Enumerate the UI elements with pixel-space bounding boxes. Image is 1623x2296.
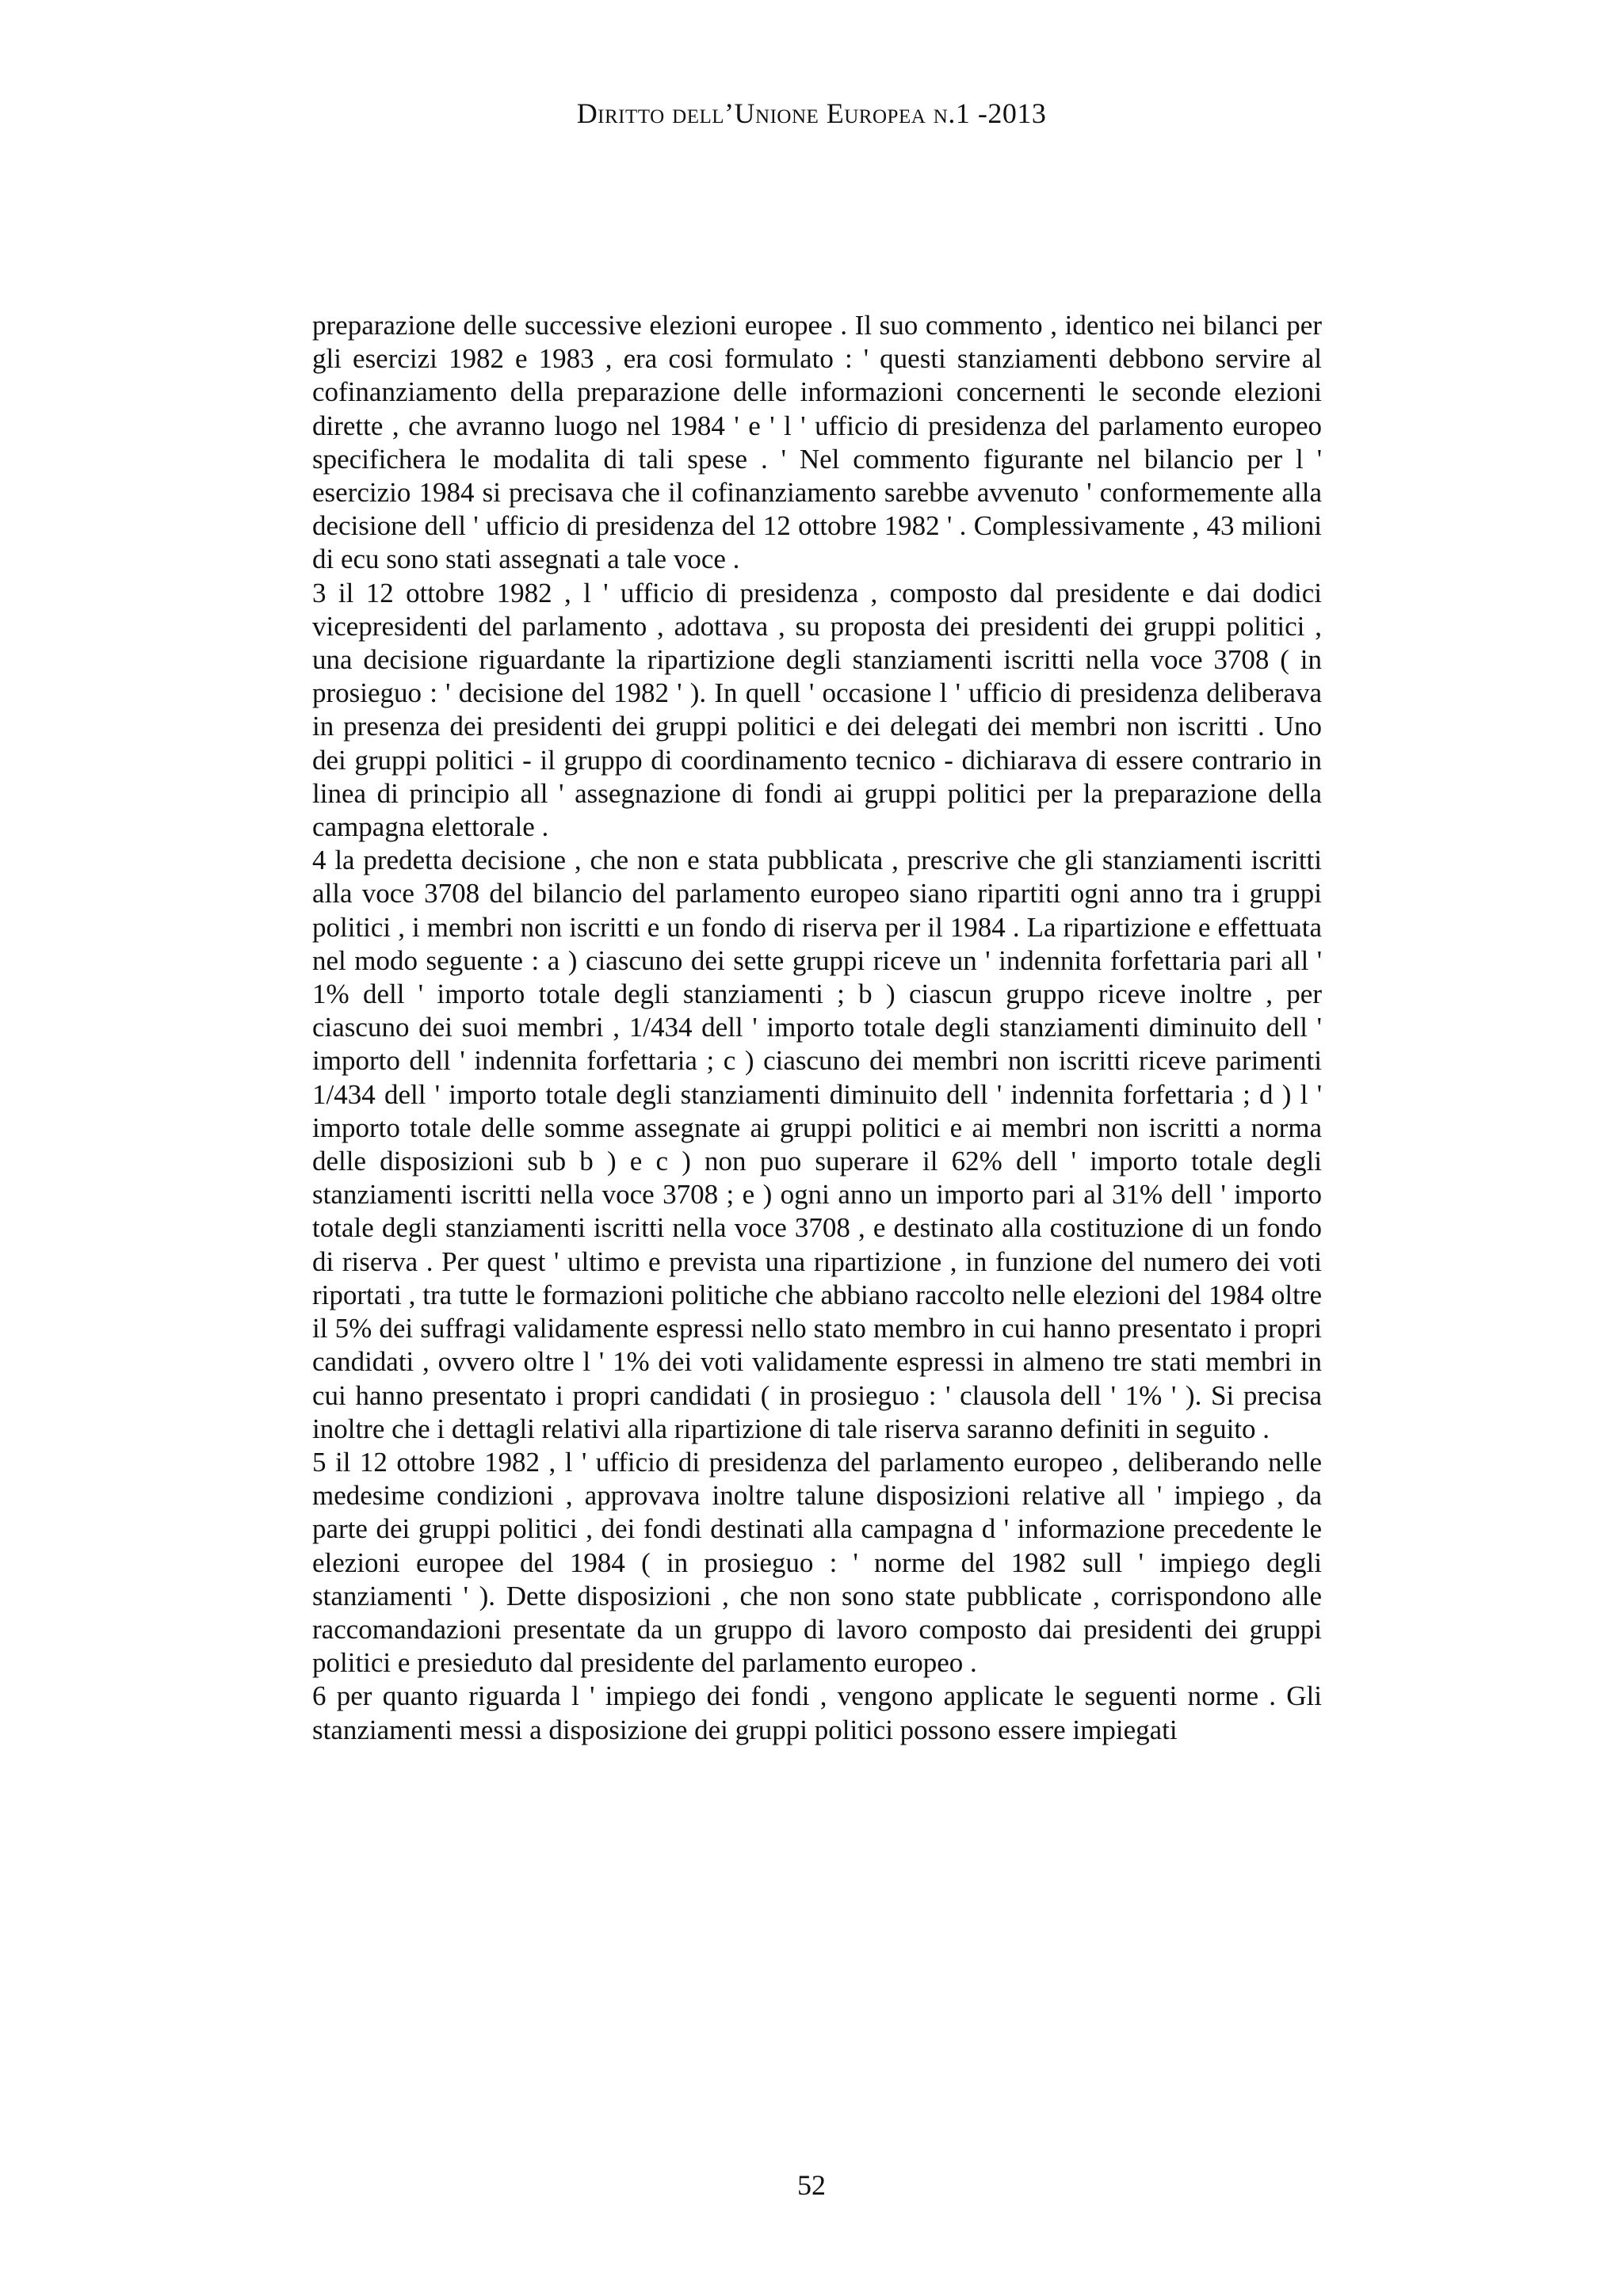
paragraph-4: 4 la predetta decisione , che non e stata pubblicata , prescrive che gli stanziamenti iscritti alla voce 3708 del bilancio del parlamento europeo siano ripartiti ogni anno tra i gruppi politici , i membri non iscritti e un fondo di riserva per il 1984 . La ripartizione e effettuata nel modo seguente : a ) ciascuno dei sette gruppi riceve un ' indennita forfettaria pari all ' 1% dell ' importo totale degli stanziamenti ; b ) ciascun gruppo riceve inoltre , per ciascuno dei suoi membri , 1/434 dell ' importo totale degli stanziamenti diminuito dell ' importo dell ' indennita forfettaria ; c ) ciascuno dei membri non iscritti riceve parimenti 1/434 dell ' importo totale degli stanziamenti diminuito dell ' indennita forfettaria ; d ) l ' importo totale delle somme assegnate ai gruppi politici e ai membri non iscritti a norma delle disposizioni sub b ) e c ) non puo superare il 62% dell ' importo totale degli stanziamenti iscritti nella voce 3708 ; e ) ogni anno un importo pari al 31% dell ' importo totale degli stanziamenti iscritti nella voce 3708 , e destinato alla costituzione di un fondo di riserva . Per quest ' ultimo e prevista una ripartizione , in funzione del numero dei voti riportati , tra tutte le formazioni politiche che abbiano raccolto nelle elezioni del 1984 oltre il 5% dei suffragi validamente espressi nello stato membro in cui hanno presentato i propri candidati , ovvero oltre l ' 1% dei voti validamente espressi in almeno tre stati membri in cui hanno presentato i propri candidati ( in prosieguo : ' clausola dell ' 1% ' ). Si precisa inoltre che i dettagli relativi alla ripartizione di tale riserva saranno definiti in seguito . [312, 845, 1322, 1444]
paragraph-continuation: preparazione delle successive elezioni europee . Il suo commento , identico nei bilanci per gli esercizi 1982 e 1983 , era cosi formulato : ' questi stanziamenti debbono servire al cofinanziamento della preparazione delle informazioni concernenti le seconde elezioni dirette , che avranno luogo nel 1984 ' e ' l ' ufficio di presidenza del parlamento europeo specifichera le modalita di tali spese . ' Nel commento figurante nel bilancio per l ' esercizio 1984 si precisava che il cofinanziamento sarebbe avvenuto ' conformemente alla decisione dell ' ufficio di presidenza del 12 ottobre 1982 ' . Complessivamente , 43 milioni di ecu sono stati assegnati a tale voce . [312, 310, 1322, 575]
body-text [312, 309, 1322, 1747]
paragraph-6: 6 per quanto riguarda l ' impiego dei fondi , vengono applicate le seguenti norme . Gli stanziamenti messi a disposizione dei gruppi politici possono essere impiegati [312, 1680, 1322, 1745]
paragraph-5: 5 il 12 ottobre 1982 , l ' ufficio di presidenza del parlamento europeo , deliberando nelle medesime condizioni , approvava inoltre talune disposizioni relative all ' impiego , da parte dei gruppi politici , dei fondi destinati alla campagna d ' informazione precedente le elezioni europee del 1984 ( in prosieguo : ' norme del 1982 sull ' impiego degli stanziamenti ' ). Dette disposizioni , che non sono state pubblicate , corrispondono alle raccomandazioni presentate da un gruppo di lavoro composto dai presidenti dei gruppi politici e presieduto dal presidente del parlamento europeo . [312, 1446, 1322, 1679]
page-number: 52 [797, 2169, 826, 2201]
running-head: Diritto dell’Unione Europea n.1 -2013 [576, 97, 1047, 129]
paragraph-3: 3 il 12 ottobre 1982 , l ' ufficio di presidenza , composto dal presidente e dai dodici vicepresidenti del parlamento , adottava , su proposta dei presidenti dei gruppi politici , una decisione riguardante la ripartizione degli stanziamenti iscritti nella voce 3708 ( in prosieguo : ' decisione del 1982 ' ). In quell ' occasione l ' ufficio di presidenza deliberava in presenza dei presidenti dei gruppi politici e dei delegati dei membri non iscritti . Uno dei gruppi politici - il gruppo di coordinamento tecnico - dichiarava di essere contrario in linea di principio all ' assegnazione di fondi ai gruppi politici per la preparazione della campagna elettorale . [312, 577, 1322, 843]
